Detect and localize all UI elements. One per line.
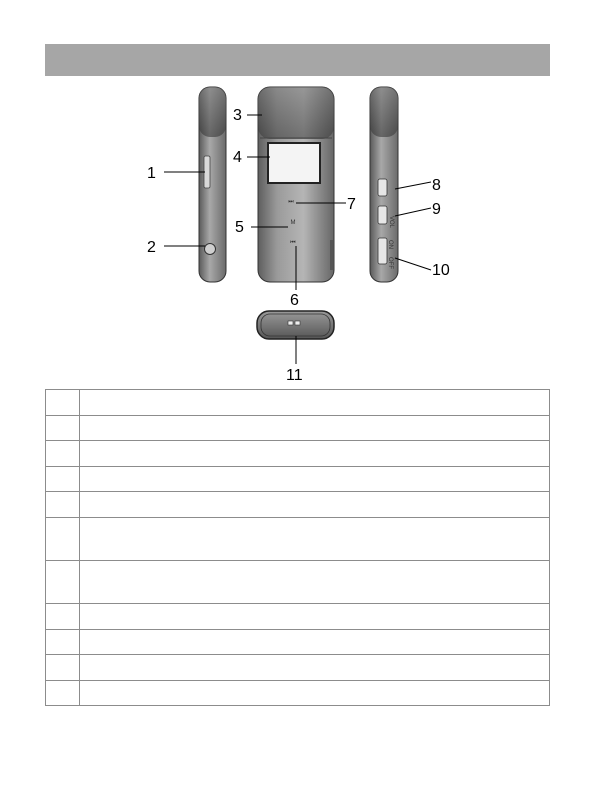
legend-number-cell [46, 629, 80, 655]
legend-number-cell [46, 466, 80, 492]
legend-number-cell [46, 680, 80, 706]
bottom-view [257, 311, 334, 339]
prev-icon: ⏮ [290, 240, 296, 246]
legend-description-cell [80, 492, 550, 518]
legend-row [46, 466, 550, 492]
legend-description-cell [80, 415, 550, 441]
legend-row [46, 655, 550, 681]
next-icon: ⏭ [288, 199, 294, 205]
svg-text:ON: ON [387, 240, 393, 249]
callout-8: 8 [432, 177, 441, 194]
callout-2: 2 [147, 239, 156, 256]
menu-label: M [290, 220, 296, 226]
volume-button [378, 206, 387, 224]
power-switch [378, 238, 387, 264]
lcd-screen [268, 143, 320, 183]
legend-number-cell [46, 415, 80, 441]
legend-number-cell [46, 560, 80, 603]
legend-row [46, 415, 550, 441]
legend-number-cell [46, 441, 80, 467]
legend-number-cell [46, 603, 80, 629]
callout-3: 3 [233, 107, 242, 124]
legend-description-cell [80, 629, 550, 655]
legend-number-cell [46, 655, 80, 681]
play-button [378, 179, 387, 196]
callout-10: 10 [432, 262, 450, 279]
legend-description-cell [80, 390, 550, 416]
legend-row [46, 441, 550, 467]
callout-7: 7 [347, 196, 356, 213]
legend-row [46, 603, 550, 629]
legend-number-cell [46, 492, 80, 518]
callout-11: 11 [286, 367, 303, 384]
callout-6: 6 [290, 292, 299, 309]
legend-description-cell [80, 655, 550, 681]
right-side-view [370, 87, 398, 282]
legend-description-cell [80, 603, 550, 629]
legend-row [46, 517, 550, 560]
callout-4: 4 [233, 149, 242, 166]
earphone-jack [205, 244, 216, 255]
usb-port [288, 321, 293, 325]
legend-row [46, 629, 550, 655]
legend-description-cell [80, 466, 550, 492]
device-diagram [0, 0, 595, 389]
callout-1: 1 [147, 165, 156, 182]
legend-description-cell [80, 517, 550, 560]
svg-text:OFF: OFF [387, 257, 393, 269]
legend-row [46, 390, 550, 416]
legend-row [46, 492, 550, 518]
callout-5: 5 [235, 219, 244, 236]
legend-description-cell [80, 680, 550, 706]
callout-9: 9 [432, 201, 441, 218]
legend-number-cell [46, 517, 80, 560]
legend-table [45, 389, 550, 706]
legend-number-cell [46, 390, 80, 416]
legend-row [46, 560, 550, 603]
legend-description-cell [80, 560, 550, 603]
left-side-view [199, 87, 226, 282]
svg-text:VOL: VOL [388, 216, 394, 229]
legend-row [46, 680, 550, 706]
legend-description-cell [80, 441, 550, 467]
